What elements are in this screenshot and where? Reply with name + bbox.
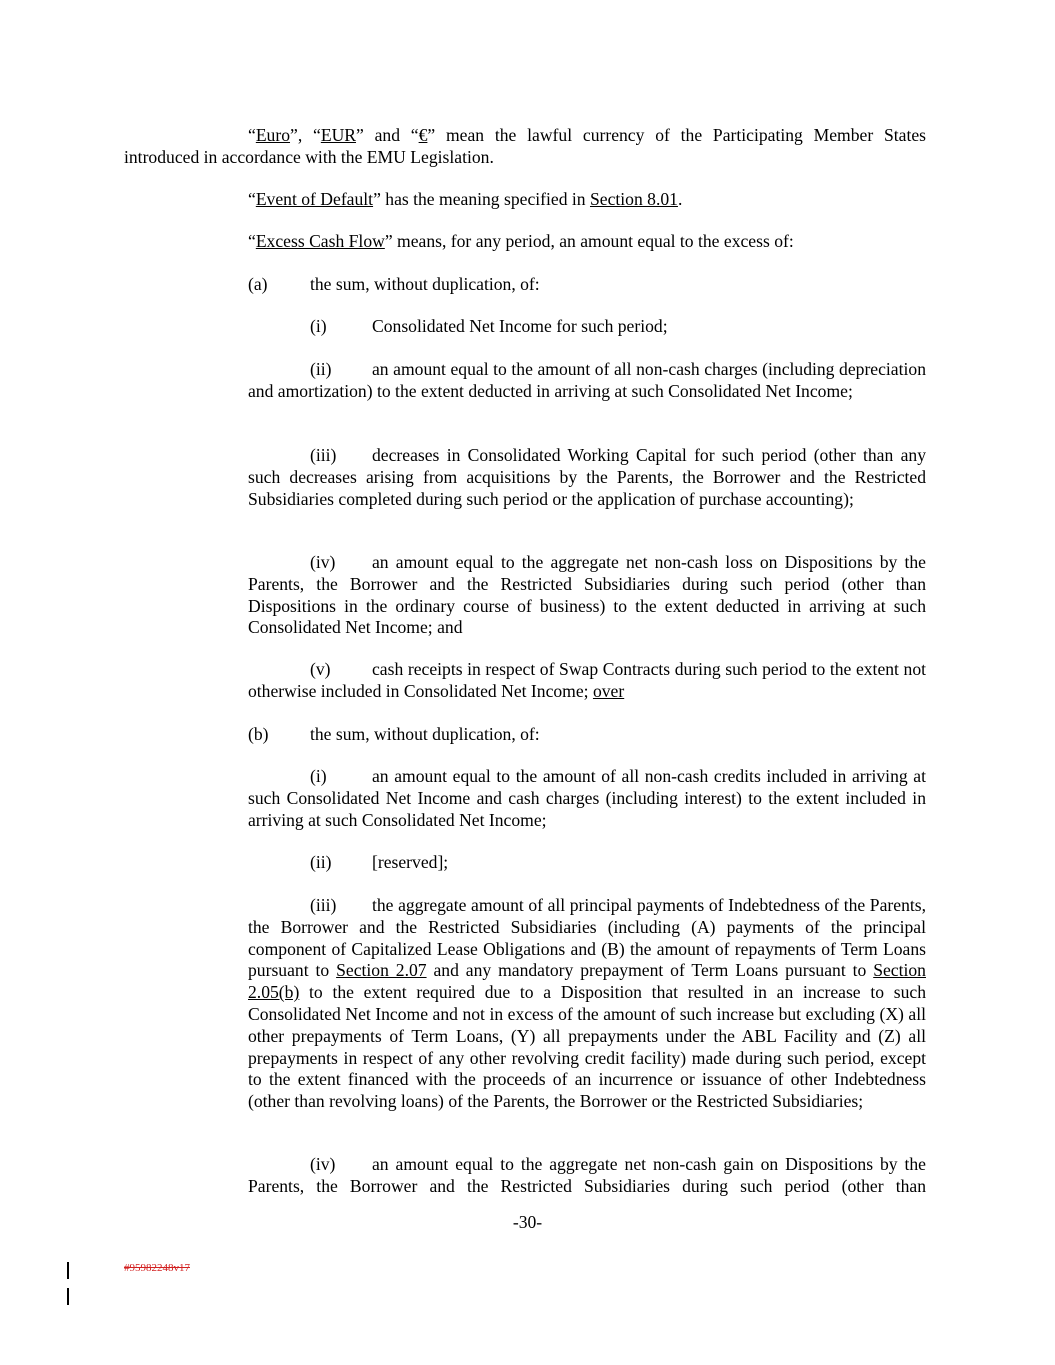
item-label: (iii): [310, 895, 337, 915]
clause-a-item-i: [248, 316, 928, 338]
quote: “: [248, 231, 256, 251]
clause-b-item-ii: [248, 852, 928, 874]
item-text: the aggregate amount of all principal payments of Indebtedness of the Parents, the Borrower and the Restricted Subsidiaries (including (A) payments of the principal component of Capitalized Lease Obligations and (B) the amount of repayments of Term Loans pursuant to: [248, 895, 926, 981]
separator: ”, “: [290, 125, 321, 145]
item-label: (i): [310, 316, 327, 336]
separator: ” and “: [356, 125, 419, 145]
item-text: an amount equal to the aggregate net non-cash gain on Dispositions by the Parents, the Borrower and the Restricted Subsidiaries during such period (other than: [248, 1154, 926, 1196]
item-label: (iii): [310, 445, 337, 465]
section-ref-2-07: Section 2.07: [336, 960, 427, 981]
item-text: an amount equal to the aggregate net non-cash loss on Dispositions by the Parents, the Borrower and the Restricted Subsidiaries during such period (other than Dispositions in the ordinary course of business) to the extent deducted in arriving at such Consolidated Net Income; and: [248, 552, 926, 638]
clause-text: the sum, without duplication, of:: [310, 724, 540, 744]
item-label: (iv): [310, 1154, 336, 1174]
clause-a-item-ii: [248, 359, 926, 403]
item-label: (v): [310, 659, 331, 679]
clause-a-item-iv: [248, 552, 926, 639]
clause-a: [248, 274, 928, 296]
definition-excess-cash-flow: [248, 231, 928, 253]
term-excess-cash-flow: Excess Cash Flow: [255, 231, 385, 251]
item-text: to the extent required due to a Disposition that resulted in an increase to such Consolidated Net Income and not in excess of the amount of such increase but excluding (X) all other prepayments of Term Loans, (Y) all prepayments under the ABL Facility and (Z) all prepayments in respect of any other revolving credit facility) made during such period, except to the extent financed with the proceeds of an incurrence or issuance of other Indebtedness (other than revolving loans) of the Parents, the Borrower or the Restricted Subsidiaries;: [248, 982, 926, 1112]
term-euro: Euro: [255, 125, 291, 145]
clause-label: (a): [248, 274, 268, 294]
clause-label: (b): [248, 724, 269, 744]
quote: “: [248, 189, 256, 209]
clause-b-item-iii: [248, 895, 926, 1113]
section-ref-2-05b: Section 2.05(b): [248, 960, 926, 1003]
definition-text: ” means, for any period, an amount equal to the excess of:: [384, 231, 794, 251]
clause-text: the sum, without duplication, of:: [310, 274, 540, 294]
document-id: #95982248v17: [124, 1262, 190, 1274]
item-text: decreases in Consolidated Working Capital for such period (other than any such decreases arising from acquisitions by the Parents, the Borrower and the Restricted Subsidiaries completed during such period or the application of purchase accounting);: [248, 445, 926, 509]
item-label: (ii): [310, 852, 332, 872]
clause-b: [248, 724, 928, 746]
item-text: Consolidated Net Income for such period;: [372, 316, 668, 336]
change-bar: [67, 1262, 69, 1279]
quote: “: [248, 125, 256, 145]
item-label: (ii): [310, 359, 332, 379]
change-bar: [67, 1288, 69, 1305]
item-label: (i): [310, 766, 327, 786]
definition-euro: [124, 125, 926, 169]
definition-event-of-default: [248, 189, 928, 211]
item-text: an amount equal to the amount of all non-cash credits included in arriving at such Consolidated Net Income and cash charges (including interest) to the extent included in arriving at such Consolidated Net Income;: [248, 766, 926, 830]
clause-a-item-v: [248, 659, 926, 703]
over-word: over: [592, 680, 625, 701]
term-eur: EUR: [320, 125, 357, 145]
clause-b-item-i: [248, 766, 926, 831]
section-ref-8-01: Section 8.01: [589, 189, 678, 209]
period: .: [677, 189, 683, 209]
clause-b-item-iv: [248, 1154, 926, 1198]
term-event-of-default: Event of Default: [255, 189, 374, 209]
item-text: cash receipts in respect of Swap Contracts during such period to the extent not otherwise included in Consolidated Net Income;: [248, 659, 926, 701]
clause-a-item-iii: [248, 445, 926, 510]
item-text: an amount equal to the amount of all non-cash charges (including depreciation and amortization) to the extent deducted in arriving at such Consolidated Net Income;: [248, 359, 926, 401]
definition-text: ” mean the lawful currency of the Participating Member States introduced in accordance with the EMU Legislation.: [124, 125, 927, 167]
item-text: and any mandatory prepayment of Term Loans pursuant to: [426, 960, 874, 981]
page-number: -30-: [512, 1212, 543, 1232]
item-label: (iv): [310, 552, 336, 572]
definition-text: ” has the meaning specified in: [373, 189, 590, 209]
item-text: [reserved];: [372, 852, 449, 872]
term-euro-sign: €: [418, 125, 428, 145]
